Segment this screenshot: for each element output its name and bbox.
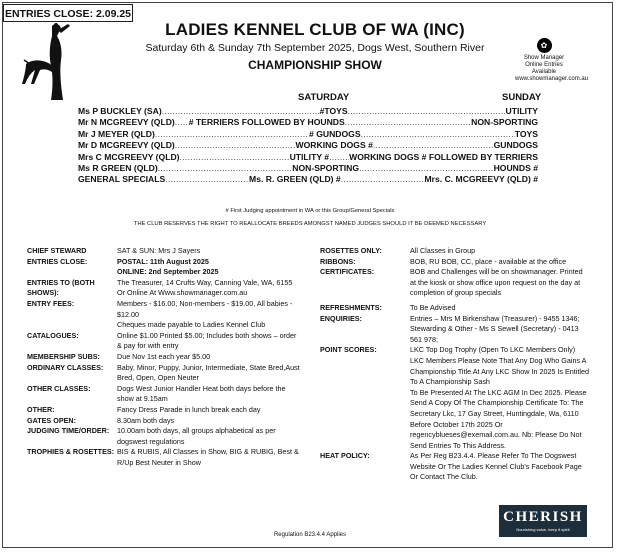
- info-label: POINT SCORES:: [320, 345, 377, 355]
- info-row: [27, 384, 302, 405]
- regulation-note: Regulation B23.4.4 Applies: [273, 532, 347, 538]
- greyhound-lady-logo-icon: [22, 20, 82, 104]
- info-row: [27, 299, 302, 331]
- info-value: Members - $16.00, Non-members - $19.00, All babies - $12.00: [117, 298, 293, 319]
- info-label: MEMBERSHIP SUBS:: [27, 351, 100, 361]
- show-manager-name: Show Manager: [523, 55, 565, 61]
- cherish-name: CHERISH: [503, 509, 583, 525]
- show-type: CHAMPIONSHIP SHOW: [248, 58, 382, 72]
- judge-name: Mrs C MCGREEVY (QLD): [78, 151, 180, 162]
- info-label: CHIEF STEWARD: [27, 246, 87, 255]
- info-row: [320, 303, 590, 314]
- judge-name: Ms P BUCKLEY (SA): [78, 106, 162, 116]
- first-judging-note: # First Judging appointment in WA or this Group/General Specials: [225, 208, 395, 214]
- info-row: [320, 451, 590, 483]
- show-manager-logo: [515, 38, 589, 83]
- info-value: 8.30am both days: [117, 415, 175, 425]
- info-value: BOB, RU BOB, CC, place - available at the office: [410, 256, 567, 266]
- info-value: POSTAL: 11th August 2025: [117, 256, 209, 266]
- show-manager-caption: Online Entries Available: [525, 62, 563, 75]
- info-label: ROSETTES ONLY:: [320, 246, 382, 255]
- info-value: BOB and Challenges will be on showmanager. Printed at the kiosk or show office upon request on the day at completion of group specials: [410, 267, 583, 298]
- info-row: [27, 278, 302, 299]
- info-label: ENQUIRIES:: [320, 313, 362, 323]
- judge-sunday: NON-SPORTING: [471, 117, 538, 128]
- info-value: Or Online At Www.showmanager.com.au: [117, 288, 248, 298]
- entries-close-badge: ENTRIES CLOSE: 2.09.25: [3, 4, 133, 22]
- info-label: ENTRIES CLOSE:: [27, 256, 88, 266]
- info-value: Stewarding & Other - Ms S Sewell (Secretary) - 0413 561 978;: [410, 324, 579, 344]
- info-row: [27, 405, 302, 416]
- info-value: LKC Top Dog Trophy (Open To LKC Members Only): [410, 345, 576, 355]
- info-value: Dogs West Junior Handler Heat both days before the show at 9.15am: [117, 383, 286, 404]
- info-label: CATALOGUES:: [27, 330, 79, 340]
- reserve-right-note: THE CLUB RESERVES THE RIGHT TO REALLOCATE BREEDS AMONGST NAMED JUDGES SHOULD IT BE DEEMED NECESSARY: [133, 221, 487, 227]
- info-row: [27, 246, 302, 257]
- show-details-left: [27, 246, 302, 468]
- cherish-sponsor-logo: [499, 505, 587, 537]
- info-label: GATES OPEN:: [27, 415, 76, 425]
- show-details-right: [320, 246, 590, 483]
- info-row: [320, 267, 590, 299]
- judge-sunday: WORKING DOGS # FOLLOWED BY TERRIERS: [349, 151, 538, 162]
- judge-name: Mr N MCGREEVY (QLD): [78, 117, 175, 128]
- info-value: As Per Reg B23.4.4. Please Refer To The Dogswest Website Or The Ladies Kennel Club's Facebook Page Or Contact The Club.: [410, 451, 582, 482]
- judge-name: Mr J MEYER (QLD): [78, 128, 155, 139]
- judge-saturday: # TERRIERS FOLLOWED BY HOUNDS: [188, 117, 345, 128]
- info-row: [27, 447, 302, 468]
- info-label: OTHER:: [27, 404, 55, 414]
- info-value: BIS & RUBIS, All Classes in Show, BIG & RUBIG, Best & R/Up Best Neuter in Show: [117, 447, 299, 467]
- cherish-tagline: Nourishing value, keep it spirit: [516, 527, 570, 532]
- sunday-column-heading: SUNDAY: [502, 92, 542, 103]
- judge-saturday: #TOYS: [319, 106, 348, 116]
- info-row: [320, 345, 590, 451]
- info-label: REFRESHMENTS:: [320, 302, 382, 312]
- saturday-column-heading: SATURDAY: [298, 92, 350, 103]
- info-row: [27, 416, 302, 427]
- judge-name: GENERAL SPECIALS: [78, 174, 166, 185]
- info-label: TROPHIES & ROSETTES:: [27, 447, 115, 457]
- info-label: RIBBONS:: [320, 256, 356, 266]
- info-value: The Treasurer, 14 Crufts Way, Canning Vale, WA, 6155: [117, 277, 293, 287]
- info-row: [27, 331, 302, 352]
- info-row: [320, 246, 590, 257]
- info-row: [27, 352, 302, 363]
- info-label: OTHER CLASSES:: [27, 383, 91, 393]
- judge-saturday: Ms. R. GREEN (QLD) #: [249, 174, 341, 185]
- judge-row: [78, 117, 538, 128]
- info-label: CERTIFICATES:: [320, 267, 375, 277]
- judge-name: Ms R GREEN (QLD): [78, 163, 158, 174]
- info-value: ONLINE: 2nd September 2025: [117, 267, 219, 277]
- judge-row: [78, 106, 538, 117]
- judge-saturday: UTILITY #: [289, 151, 330, 162]
- info-value: Baby, Minor, Puppy, Junior, Intermediate, State Bred,Aust Bred, Open, Open Neuter: [117, 362, 300, 383]
- paw-icon: ✿: [537, 38, 552, 53]
- info-value: All Classes in Group: [410, 246, 476, 255]
- info-value: Cheques made payable to Ladies Kennel Club: [117, 320, 266, 330]
- judge-saturday: WORKING DOGS #: [295, 140, 373, 151]
- info-row: [27, 426, 302, 447]
- page-title: LADIES KENNEL CLUB OF WA (INC): [165, 20, 465, 39]
- judge-sunday: HOUNDS #: [493, 163, 538, 174]
- info-row: [27, 363, 302, 384]
- judge-saturday: # GUNDOGS: [309, 128, 361, 139]
- show-manager-url: www.showmanager.com.au: [515, 76, 589, 82]
- info-value: 10.00am both days, all groups alphabetical as per dogswest regulations: [117, 426, 276, 446]
- info-label: ENTRIES TO (BOTH SHOWS):: [27, 277, 95, 298]
- judge-row: [78, 152, 538, 163]
- info-row: [320, 314, 590, 346]
- judge-sunday: TOYS: [514, 128, 539, 139]
- judge-saturday: NON-SPORTING: [292, 163, 360, 174]
- info-value: SAT & SUN: Mrs J Sayers: [117, 246, 201, 255]
- judge-row: [78, 174, 538, 185]
- info-value: Online $1.00 Printed $5.00; Includes both shows – order & pay for with entry: [117, 330, 297, 351]
- info-value: LKC Members Please Note That Any Dog Who Gains A Championship Title At Any LKC Show In 2025 Is Entitled To A Championship Sash: [410, 355, 589, 387]
- info-value: Fancy Dress Parade in lunch break each day: [117, 404, 261, 414]
- info-row: [27, 257, 302, 278]
- info-value: To Be Advised: [410, 302, 456, 312]
- judge-row: [78, 140, 538, 151]
- judge-name: Mr D MCGREEVY (QLD): [78, 140, 175, 151]
- show-dates-venue: Saturday 6th & Sunday 7th September 2025, Dogs West, Southern River: [145, 42, 485, 54]
- judge-sunday: Mrs. C. MCGREEVY (QLD) #: [424, 174, 539, 185]
- info-label: ORDINARY CLASSES:: [27, 362, 104, 372]
- info-row: [320, 257, 590, 268]
- judges-list: [78, 106, 538, 186]
- judge-row: [78, 163, 538, 174]
- info-value: Due Nov 1st each year $5.00: [117, 351, 211, 361]
- judge-row: [78, 129, 538, 140]
- judge-sunday: GUNDOGS: [493, 140, 538, 151]
- judge-sunday: UTILITY: [505, 106, 539, 116]
- info-label: JUDGING TIME/ORDER:: [27, 426, 110, 436]
- info-label: HEAT POLICY:: [320, 451, 370, 461]
- info-value: Entries – Mrs M Birkenshaw (Treasurer) - 9455 1346;: [410, 313, 580, 323]
- info-value: To Be Presented At The LKC AGM In Dec 2025. Please Send A Copy Of The Championship Certificate To: The Secretary Lkc, 17 Gay Street, Huntingdale, Wa, 6110 Before October 17th 2025 Or regencyblueses@exemail.com.au. Nb: Please Do Not Send Entries To This Address.: [410, 387, 587, 450]
- info-label: ENTRY FEES:: [27, 298, 75, 308]
